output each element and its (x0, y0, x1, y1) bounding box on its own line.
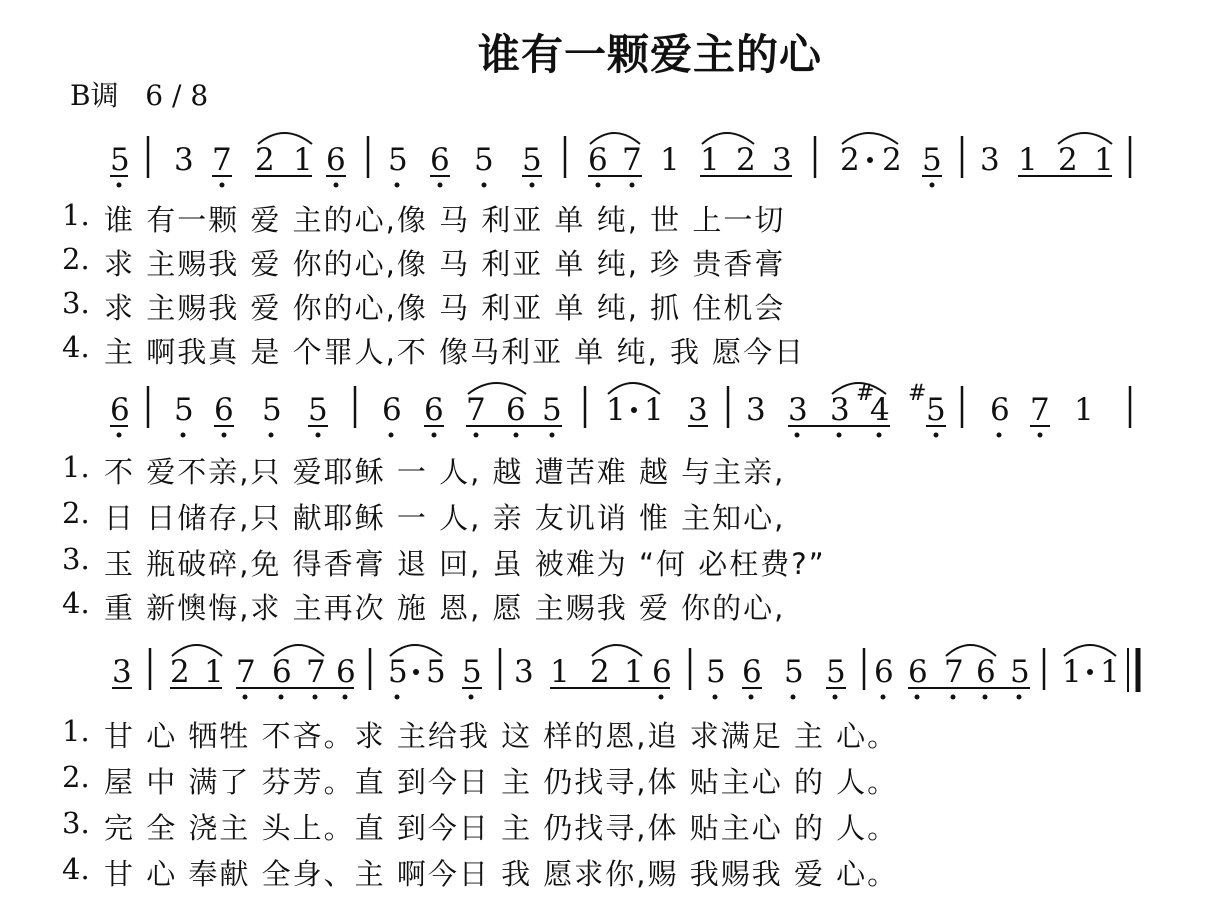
note: 3 (688, 392, 708, 428)
dot-mark (631, 407, 637, 413)
note: 5 (926, 392, 946, 428)
note: 1 (1062, 654, 1082, 690)
verse-text: 主 啊我真 是 个罪人,不 像马利亚 单 纯, 我 愿今日 (104, 335, 806, 369)
octave-dot (837, 433, 842, 438)
note: 3 (980, 142, 1000, 178)
note: 2 (255, 142, 275, 178)
sharp-sign: # (856, 381, 875, 406)
note: 6 (908, 654, 928, 690)
verse-text: 玉 瓶破碎,免 得香膏 退 回, 虽 被难为 “何 必枉费?” (104, 547, 826, 581)
octave-dot (117, 183, 122, 188)
note: 7 (466, 392, 486, 428)
octave-dot (983, 695, 988, 700)
note: 6 (430, 142, 450, 178)
octave-dot (1038, 433, 1043, 438)
note: 1 (660, 142, 680, 178)
octave-dot (749, 695, 754, 700)
note: 6 (588, 142, 608, 178)
note: 2 (1058, 142, 1078, 178)
octave-dot (514, 433, 519, 438)
note: 6 (506, 392, 526, 428)
lyric-line (62, 852, 1162, 896)
note: 3 (514, 654, 534, 690)
verse-number: 4. (62, 586, 90, 620)
note: 5 (1010, 654, 1030, 690)
note: 6 (990, 392, 1010, 428)
note: 7 (944, 654, 964, 690)
note: 1 (1018, 142, 1038, 178)
octave-dot (877, 433, 882, 438)
octave-dot (269, 433, 274, 438)
lyric-line (62, 242, 1162, 286)
verse-text: 日 日储存,只 献耶稣 一 人, 亲 友讥诮 惟 主知心, (104, 501, 786, 535)
notation-line-2 (0, 378, 1219, 448)
octave-dot (630, 183, 635, 188)
note: 6 (214, 392, 234, 428)
octave-dot (395, 695, 400, 700)
note: 5 (826, 654, 846, 690)
note: 5 (784, 654, 804, 690)
dot-mark (867, 157, 873, 163)
lyric-line (62, 760, 1162, 804)
octave-dot (279, 695, 284, 700)
note: 1 (293, 142, 313, 178)
lyric-line (62, 586, 1162, 630)
note: 1 (204, 654, 224, 690)
lyric-line (62, 542, 1162, 586)
octave-dot (395, 183, 400, 188)
verse-number: 2. (62, 496, 90, 530)
lyric-line (62, 330, 1162, 374)
octave-dot (222, 433, 227, 438)
lyric-line (62, 806, 1162, 850)
verse-text: 不 爱不亲,只 爱耶稣 一 人, 越 遭苦难 越 与主亲, (104, 455, 786, 489)
verse-text: 完 全 浇主 头上。直 到今日 主 仍找寻,体 贴主心 的 人。 (104, 811, 899, 845)
octave-dot (713, 695, 718, 700)
verse-number: 4. (62, 852, 90, 886)
octave-dot (482, 183, 487, 188)
notation-line-1 (0, 128, 1219, 198)
verse-text: 谁 有一颗 爱 主的心,像 马 利亚 单 纯, 世 上一切 (104, 203, 786, 237)
octave-dot (181, 433, 186, 438)
note: 5 (262, 392, 282, 428)
note: 5 (474, 142, 494, 178)
notation-svg-3 (0, 640, 1219, 710)
lyric-line (62, 714, 1162, 758)
note: 7 (1030, 392, 1050, 428)
octave-dot (997, 433, 1002, 438)
note: 5 (388, 654, 408, 690)
note: 6 (976, 654, 996, 690)
note: 5 (706, 654, 726, 690)
note: 6 (874, 654, 894, 690)
octave-dot (469, 695, 474, 700)
octave-dot (313, 695, 318, 700)
note: 3 (746, 392, 766, 428)
octave-dot (316, 433, 321, 438)
lyric-line (62, 286, 1162, 330)
note: 6 (110, 392, 130, 428)
note: 5 (388, 142, 408, 178)
notation-svg-1 (0, 128, 1219, 198)
octave-dot (795, 433, 800, 438)
octave-dot (951, 695, 956, 700)
lyric-line (62, 198, 1162, 242)
note: 6 (336, 654, 356, 690)
octave-dot (117, 433, 122, 438)
note: 2 (736, 142, 756, 178)
verse-number: 2. (62, 760, 90, 794)
octave-dot (596, 183, 601, 188)
lyric-line (62, 496, 1162, 540)
octave-dot (659, 695, 664, 700)
note: 7 (622, 142, 642, 178)
octave-dot (220, 183, 225, 188)
sharp-sign: # (908, 381, 927, 406)
verse-text: 甘 心 牺牲 不吝。求 主给我 这 样的恩,追 求满足 主 心。 (104, 719, 899, 753)
dot-mark (413, 669, 419, 675)
note: 2 (170, 654, 190, 690)
note: 5 (110, 142, 130, 178)
note: 6 (326, 142, 346, 178)
note: 6 (272, 654, 292, 690)
octave-dot (432, 433, 437, 438)
octave-dot (930, 183, 935, 188)
verse-text: 重 新懊悔,求 主再次 施 恩, 愿 主赐我 爱 你的心, (104, 591, 786, 625)
note: 5 (522, 142, 542, 178)
verse-number: 1. (62, 198, 90, 232)
note: 5 (542, 392, 562, 428)
note: 6 (424, 392, 444, 428)
note: 5 (462, 654, 482, 690)
notation-line-3 (0, 640, 1219, 710)
octave-dot (343, 695, 348, 700)
note: 2 (840, 142, 860, 178)
note: 4 (870, 392, 890, 428)
octave-dot (438, 183, 443, 188)
note: 6 (382, 392, 402, 428)
note: 6 (742, 654, 762, 690)
song-title: 谁有一颗爱主的心 (478, 30, 823, 79)
octave-dot (881, 695, 886, 700)
note: 1 (550, 654, 570, 690)
note: 7 (236, 654, 256, 690)
note: 5 (174, 392, 194, 428)
note: 6 (652, 654, 672, 690)
note: 1 (606, 392, 626, 428)
octave-dot (243, 695, 248, 700)
note: 2 (882, 142, 902, 178)
octave-dot (833, 695, 838, 700)
note: 5 (308, 392, 328, 428)
note: 1 (700, 142, 720, 178)
lyric-line (62, 450, 1162, 494)
verse-text: 求 主赐我 爱 你的心,像 马 利亚 单 纯, 抓 住机会 (104, 291, 786, 325)
verse-text: 甘 心 奉献 全身、主 啊今日 我 愿求你,赐 我赐我 爱 心。 (104, 857, 899, 891)
octave-dot (1017, 695, 1022, 700)
note: 5 (922, 142, 942, 178)
verse-text: 求 主赐我 爱 你的心,像 马 利亚 单 纯, 珍 贵香膏 (104, 247, 786, 281)
verse-number: 1. (62, 450, 90, 484)
note: 1 (644, 392, 664, 428)
note: 1 (624, 654, 644, 690)
note: 3 (174, 142, 194, 178)
verse-number: 3. (62, 806, 90, 840)
note: 7 (212, 142, 232, 178)
octave-dot (389, 433, 394, 438)
note: 3 (112, 654, 132, 690)
octave-dot (334, 183, 339, 188)
octave-dot (474, 433, 479, 438)
note: 3 (772, 142, 792, 178)
verse-number: 3. (62, 542, 90, 576)
verse-text: 屋 中 满了 芬芳。直 到今日 主 仍找寻,体 贴主心 的 人。 (104, 765, 899, 799)
verse-number: 1. (62, 714, 90, 748)
note: 3 (830, 392, 850, 428)
key-and-time-signature: B调 6 / 8 (70, 79, 209, 112)
note: 7 (306, 654, 326, 690)
dot-mark (1087, 669, 1093, 675)
note: 2 (590, 654, 610, 690)
octave-dot (915, 695, 920, 700)
verse-number: 4. (62, 330, 90, 364)
note: 1 (1094, 142, 1114, 178)
verse-number: 2. (62, 242, 90, 276)
note: 1 (1100, 654, 1120, 690)
octave-dot (791, 695, 796, 700)
octave-dot (530, 183, 535, 188)
verse-number: 3. (62, 286, 90, 320)
note: 5 (426, 654, 446, 690)
note: 1 (1074, 392, 1094, 428)
notation-svg-2 (0, 378, 1219, 448)
note: 3 (788, 392, 808, 428)
octave-dot (550, 433, 555, 438)
octave-dot (934, 433, 939, 438)
